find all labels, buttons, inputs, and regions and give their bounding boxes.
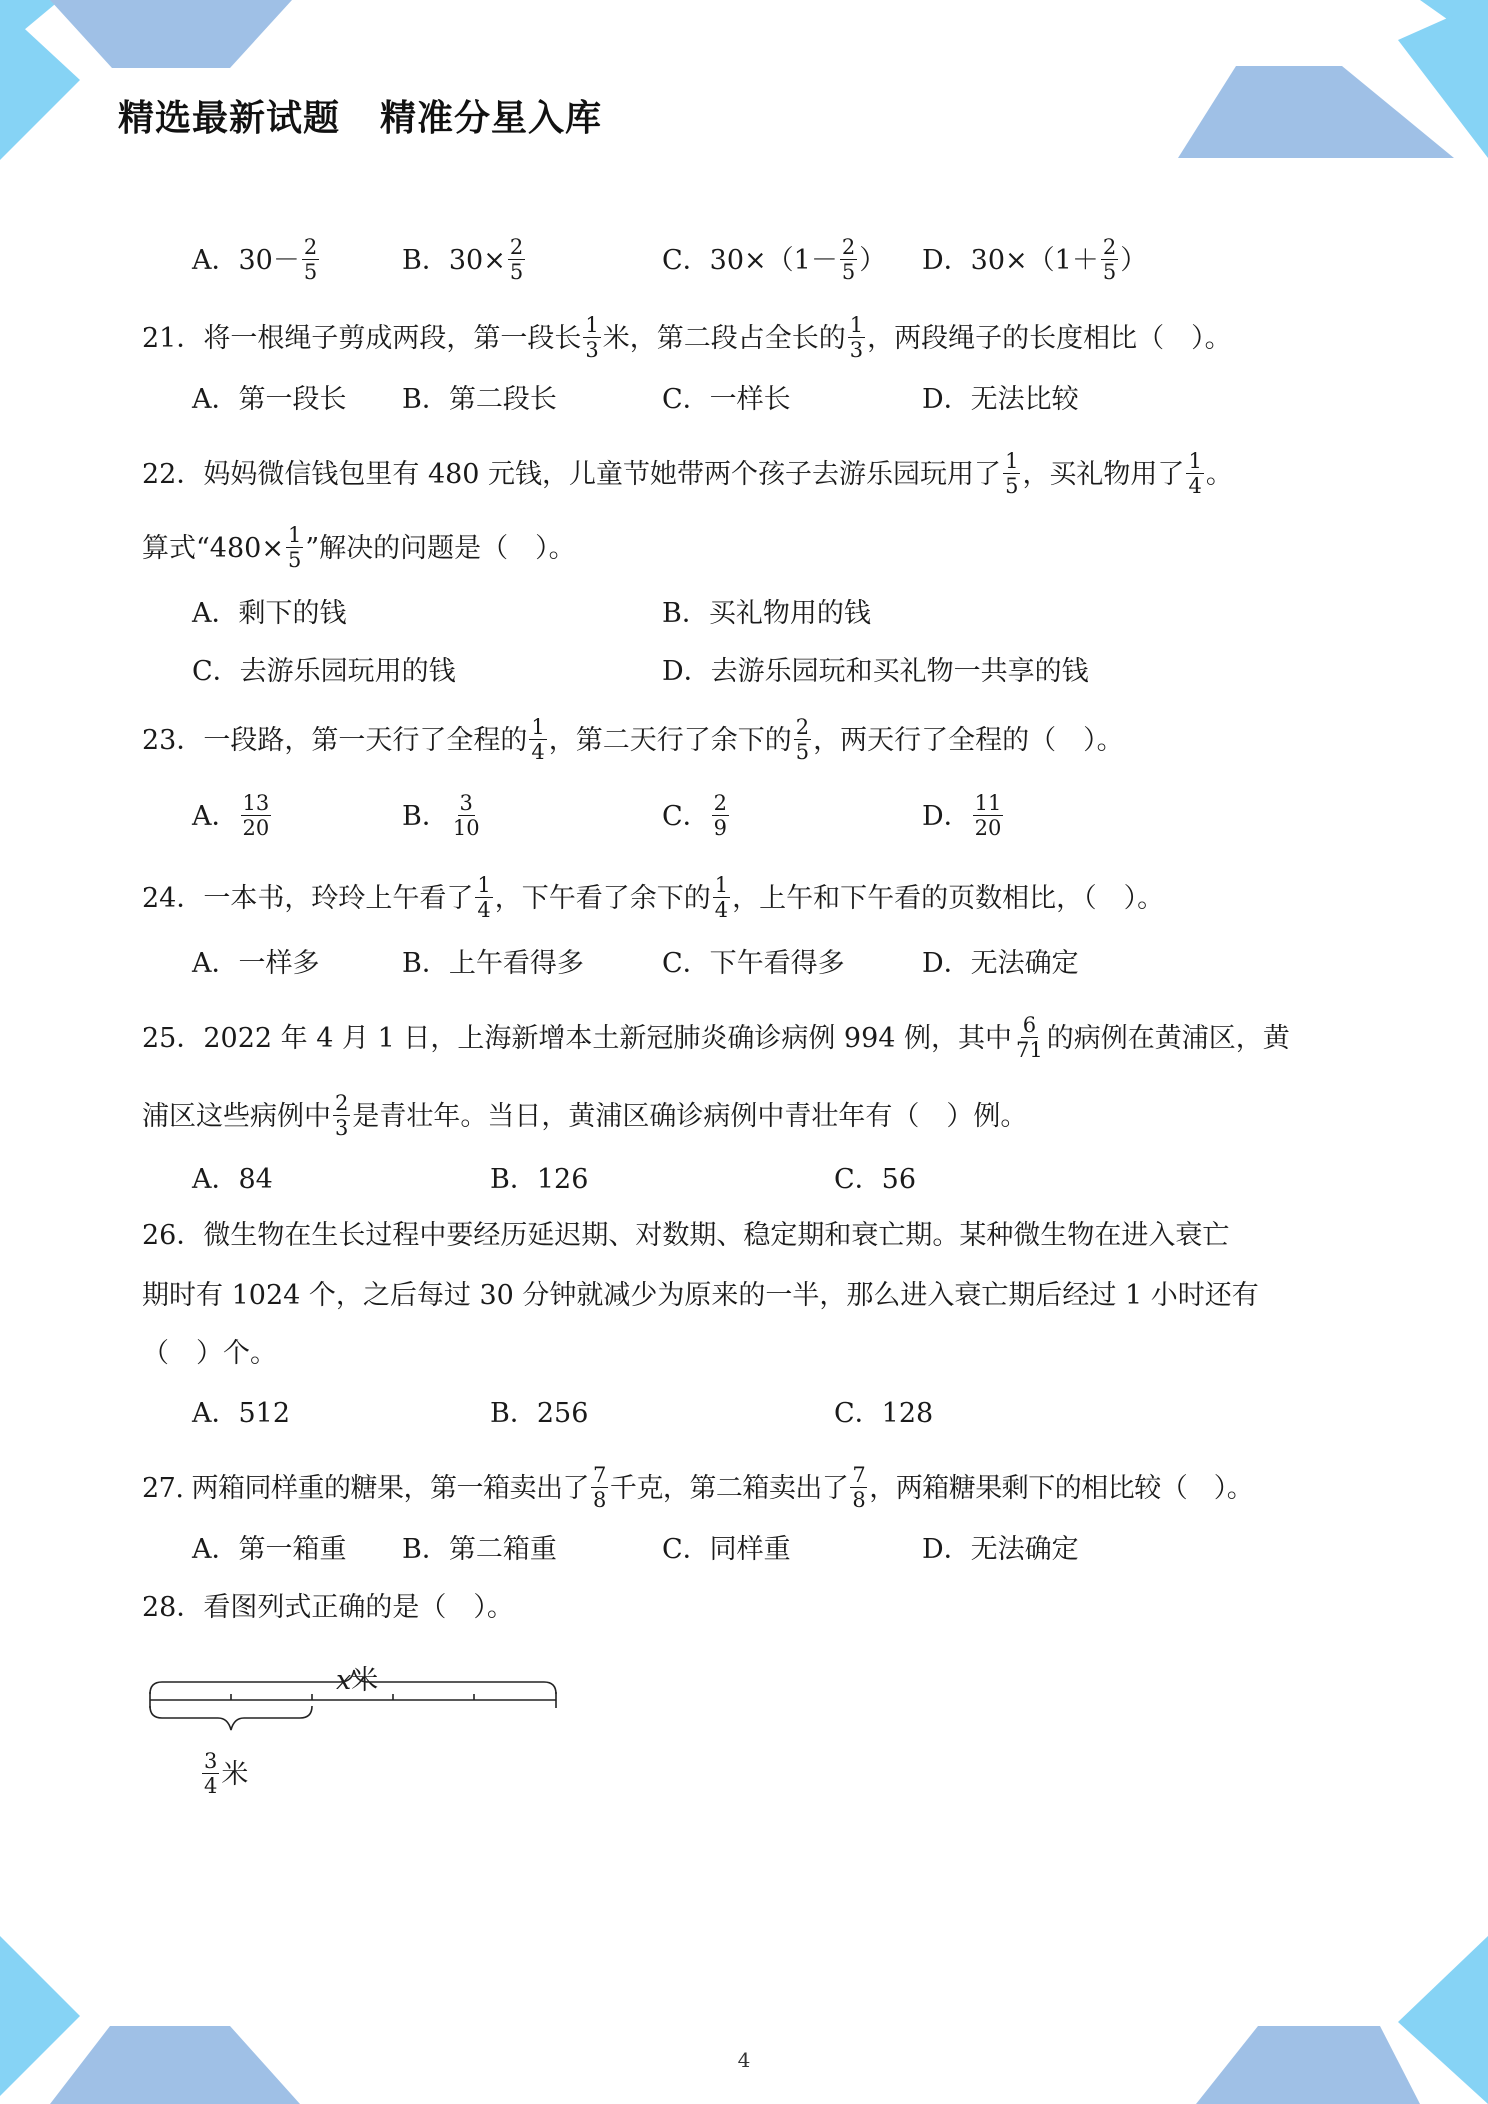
segment-diagram xyxy=(140,1650,560,1760)
corner-wedge-bottom-right xyxy=(1398,1936,1488,2104)
diagram-total-label: x米 xyxy=(336,1665,379,1696)
fraction: $\frac{1}{4}$ xyxy=(477,873,491,923)
q27-option-a: A．第一箱重 xyxy=(192,1534,347,1565)
fraction: $\frac{2}{5}$ xyxy=(841,235,856,285)
header-title-left: 精选最新试题 xyxy=(118,98,341,139)
fraction: $\frac{1}{5}$ xyxy=(1005,449,1019,499)
q27-option-d: D．无法确定 xyxy=(922,1534,1079,1565)
q25-option-a: A．84 xyxy=(192,1164,273,1195)
diagram-part-label: $\frac{3}{4}$ 米 xyxy=(204,1749,249,1799)
q22-stem-line2: 算式“480× $\frac{1}{5}$ ”解决的问题是（ ）。 xyxy=(142,523,576,573)
q27-option-b: B．第二箱重 xyxy=(402,1534,557,1565)
part-brace xyxy=(150,1706,312,1730)
total-brace xyxy=(150,1670,556,1694)
fraction: $\frac{2}{5}$ xyxy=(303,235,318,285)
q23-stem: 23．一段路，第一天行了全程的 $\frac{1}{4}$ ，第二天行了余下的 $\frac{2}{5}$ ，两天行了全程的（ ）。 xyxy=(142,715,1124,765)
q22-option-a: A．剩下的钱 xyxy=(192,598,347,629)
trapezoid-top-left xyxy=(50,0,292,68)
q23-option-a: A． $\frac{13}{20}$ xyxy=(192,791,270,841)
q22-option-b: B．买礼物用的钱 xyxy=(662,598,871,629)
q20-option-d: D．30×（1＋ $\frac{2}{5}$ ） xyxy=(922,235,1148,285)
fraction: $\frac{1}{3}$ xyxy=(849,313,864,363)
q22-option-c: C．去游乐园玩用的钱 xyxy=(192,656,456,687)
q23-option-c: C． $\frac{2}{9}$ xyxy=(662,791,728,841)
q24-stem: 24．一本书，玲玲上午看了 $\frac{1}{4}$ ，下午看了余下的 $\frac{1}{4}$ ，上午和下午看的页数相比，（ ）。 xyxy=(142,873,1165,923)
corner-wedge-bottom-left xyxy=(0,1936,80,2096)
fraction: $\frac{1}{4}$ xyxy=(714,873,729,923)
q23-option-d: D． $\frac{11}{20}$ xyxy=(922,791,1002,841)
trapezoid-top-right xyxy=(1178,66,1454,158)
q21-option-b: B．第二段长 xyxy=(402,384,557,415)
q27-stem: 27. 两箱同样重的糖果，第一箱卖出了 $\frac{7}{8}$ 千克，第二箱卖出了 $\frac{7}{8}$ ，两箱糖果剩下的相比较（ ）。 xyxy=(142,1463,1254,1513)
fraction: $\frac{1}{5}$ xyxy=(287,523,302,573)
q26-stem-line2: 期时有 1024 个，之后每过 30 分钟就减少为原来的一半，那么进入衰亡期后经过 1 小时还有 xyxy=(142,1280,1259,1311)
q24-option-a: A．一样多 xyxy=(192,948,320,979)
q21-option-d: D．无法比较 xyxy=(922,384,1079,415)
q22-option-d: D．去游乐园玩和买礼物一共享的钱 xyxy=(662,656,1089,687)
fraction: $\frac{7}{8}$ xyxy=(593,1463,606,1513)
fraction: $\frac{3}{10}$ xyxy=(452,791,480,841)
q27-option-c: C．同样重 xyxy=(662,1534,791,1565)
corner-wedge-top-left xyxy=(0,6,80,160)
q25-stem-line1: 25．2022 年 4 月 1 日，上海新增本土新冠肺炎确诊病例 994 例，其中 $\frac{6}{71}$ 的病例在黄浦区，黄 xyxy=(142,1013,1290,1063)
page-number: 4 xyxy=(737,2048,751,2072)
fraction: $\frac{11}{20}$ xyxy=(974,791,1002,841)
q20-option-c: C．30×（1－ $\frac{2}{5}$ ） xyxy=(662,235,887,285)
q21-stem: 21．将一根绳子剪成两段，第一段长 $\frac{1}{3}$ 米，第二段占全长的 $\frac{1}{3}$ ，两段绳子的长度相比（ ）。 xyxy=(142,313,1232,363)
q24-option-b: B．上午看得多 xyxy=(402,948,584,979)
q25-option-c: C．56 xyxy=(834,1164,917,1195)
q20-option-b: B．30× $\frac{2}{5}$ xyxy=(402,235,524,285)
q25-stem-line2: 浦区这些病例中 $\frac{2}{3}$ 是青壮年。当日，黄浦区确诊病例中青壮年有（ ）例。 xyxy=(142,1091,1028,1141)
header-title-right: 精准分星入库 xyxy=(380,98,603,139)
q24-option-d: D．无法确定 xyxy=(922,948,1079,979)
q26-option-a: A．512 xyxy=(192,1398,291,1429)
header-title xyxy=(118,90,602,141)
fraction: $\frac{3}{4}$ xyxy=(204,1749,218,1799)
fraction: $\frac{2}{5}$ xyxy=(1102,235,1117,285)
q23-option-b: B． $\frac{3}{10}$ xyxy=(402,791,480,841)
q28-stem: 28．看图列式正确的是（ ）。 xyxy=(142,1592,514,1623)
q24-option-c: C．下午看得多 xyxy=(662,948,845,979)
fraction: $\frac{2}{3}$ xyxy=(335,1091,349,1141)
q26-stem-line3: （ ）个。 xyxy=(142,1338,277,1369)
q25-option-b: B．126 xyxy=(490,1164,589,1195)
fraction: $\frac{13}{20}$ xyxy=(242,791,270,841)
q22-stem-line1: 22．妈妈微信钱包里有 480 元钱，儿童节她带两个孩子去游乐园玩用了 $\frac{1}{5}$ ，买礼物用了 $\frac{1}{4}$ 。 xyxy=(142,449,1233,499)
q21-option-c: C．一样长 xyxy=(662,384,791,415)
fraction: $\frac{7}{8}$ xyxy=(852,1463,866,1513)
fraction: $\frac{2}{9}$ xyxy=(713,791,728,841)
q26-stem-line1: 26．微生物在生长过程中要经历延迟期、对数期、稳定期和衰亡期。某种微生物在进入衰亡 xyxy=(142,1220,1230,1251)
fraction: $\frac{1}{4}$ xyxy=(1188,449,1202,499)
q20-option-a: A．30－ $\frac{2}{5}$ xyxy=(192,235,318,285)
q21-option-a: A．第一段长 xyxy=(192,384,347,415)
q26-option-b: B．256 xyxy=(490,1398,589,1429)
fraction: $\frac{1}{4}$ xyxy=(531,715,545,765)
fraction: $\frac{2}{5}$ xyxy=(509,235,524,285)
fraction: $\frac{2}{5}$ xyxy=(795,715,810,765)
fraction: $\frac{1}{3}$ xyxy=(585,313,599,363)
q26-option-c: C．128 xyxy=(834,1398,934,1429)
fraction: $\frac{6}{71}$ xyxy=(1016,1013,1043,1063)
